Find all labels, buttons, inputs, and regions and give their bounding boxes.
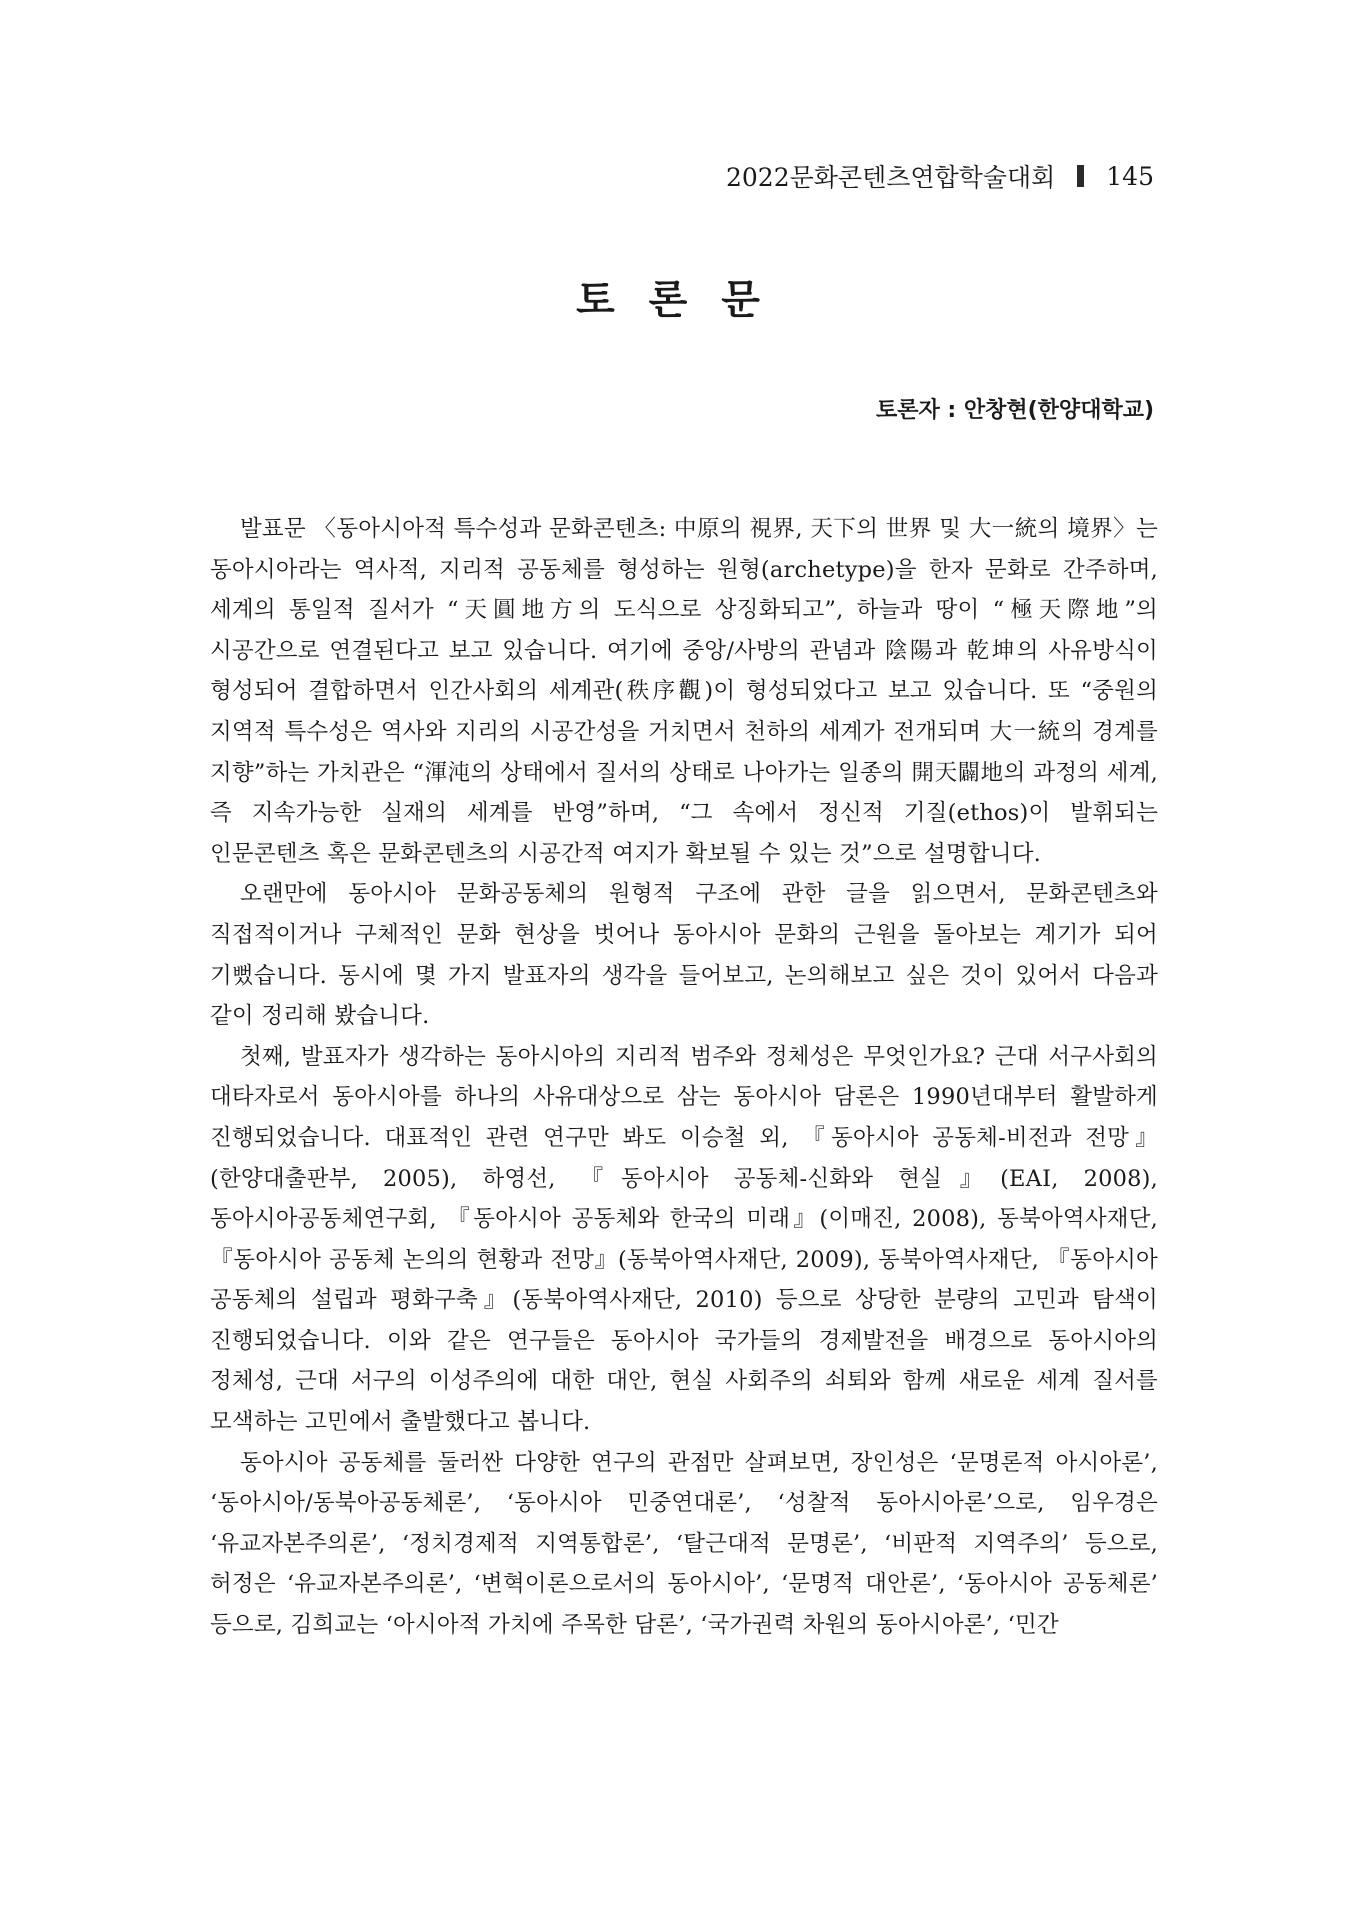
document-title: 토 론 문: [576, 277, 770, 323]
header-separator: [1077, 165, 1084, 187]
paragraph: 첫째, 발표자가 생각하는 동아시아의 지리적 범주와 정체성은 무엇인가요? 근대 서구사회의 대타자로서 동아시아를 하나의 사유대상으로 삼는 동아시아 담론은 1990년대부터 활발하게 진행되었습니다. 대표적인 관련 연구만 봐도 이승철 외, 『동아시아 공동체-비전과 전망』(한양대출판부, 2005), 하영선, 『동아시아 공동체-신화와 현실』(EAI, 2008), 동아시아공동체연구회, 『동아시아 공동체와 한국의 미래』(이매진, 2008), 동북아역사재단, 『동아시아 공동체 논의의 현황과 전망』(동북아역사재단, 2009), 동북아역사재단, 『동아시아 공동체의 설립과 평화구축』(동북아역사재단, 2010) 등으로 상당한 분량의 고민과 탐색이 진행되었습니다. 이와 같은 연구들은 동아시아 국가들의 경제발전을 배경으로 동아시아의 정체성, 근대 서구의 이성주의에 대한 대안, 현실 사회주의 쇠퇴와 함께 새로운 세계 질서를 모색하는 고민에서 출발했다고 봅니다.: [210, 1043, 1158, 1436]
paragraph: 발표문 〈동아시아적 특수성과 문화콘텐츠: 中原의 視界, 天下의 世界 및 大一統의 境界〉는 동아시아라는 역사적, 지리적 공동체를 형성하는 원형(archetype)을 한자 문화로 간주하며, 세계의 통일적 질서가 “天圓地方의 도식으로 상징화되고”, 하늘과 땅이 “極天際地”의 시공간으로 연결된다고 보고 있습니다. 여기에 중앙/사방의 관념과 陰陽과 乾坤의 사유방식이 형성되어 결합하면서 인간사회의 세계관(秩序觀)이 형성되었다고 보고 있습니다. 또 “중원의 지역적 특수성은 역사와 지리의 시공간성을 거치면서 천하의 세계가 전개되며 大一統의 경계를 지향”하는 가치관은 “渾沌의 상태에서 질서의 상태로 나아가는 일종의 開天闢地의 과정의 세계, 즉 지속가능한 실재의 세계를 반영”하며, “그 속에서 정신적 기질(ethos)이 발휘되는 인문콘텐츠 혹은 문화콘텐츠의 시공간적 여지가 확보될 수 있는 것”으로 설명합니다.: [210, 516, 1158, 867]
discussant-line: 토론자 : 안창현(한양대학교): [876, 398, 1154, 423]
page-number: 145: [1106, 161, 1154, 191]
paragraph: 오랜만에 동아시아 문화공동체의 원형적 구조에 관한 글을 읽으면서, 문화콘텐츠와 직접적이거나 구체적인 문화 현상을 벗어나 동아시아 문화의 근원을 돌아보는 계기가 되어 기뻤습니다. 동시에 몇 가지 발표자의 생각을 들어보고, 논의해보고 싶은 것이 있어서 다음과 같이 정리해 봤습니다.: [210, 881, 1158, 1030]
conference-name: 2022문화콘텐츠연합학술대회: [726, 163, 1056, 192]
paragraph: 동아시아 공동체를 둘러싼 다양한 연구의 관점만 살펴보면, 장인성은 ‘문명론적 아시아론’, ‘동아시아/동북아공동체론’, ‘동아시아 민중연대론’, ‘성찰적 동아시아론’으로, 임우경은 ‘유교자본주의론’, ‘정치경제적 지역통합론’, ‘탈근대적 문명론’, ‘비판적 지역주의’ 등으로, 허정은 ‘유교자본주의론’, ‘변혁이론으로서의 동아시아’, ‘문명적 대안론’, ‘동아시아 공동체론’ 등으로, 김희교는 ‘아시아적 가치에 주목한 담론’, ‘국가권력 차원의 동아시아론’, ‘민간: [210, 1449, 1158, 1639]
running-header: [726, 158, 1154, 194]
body-text: [210, 509, 1158, 1646]
